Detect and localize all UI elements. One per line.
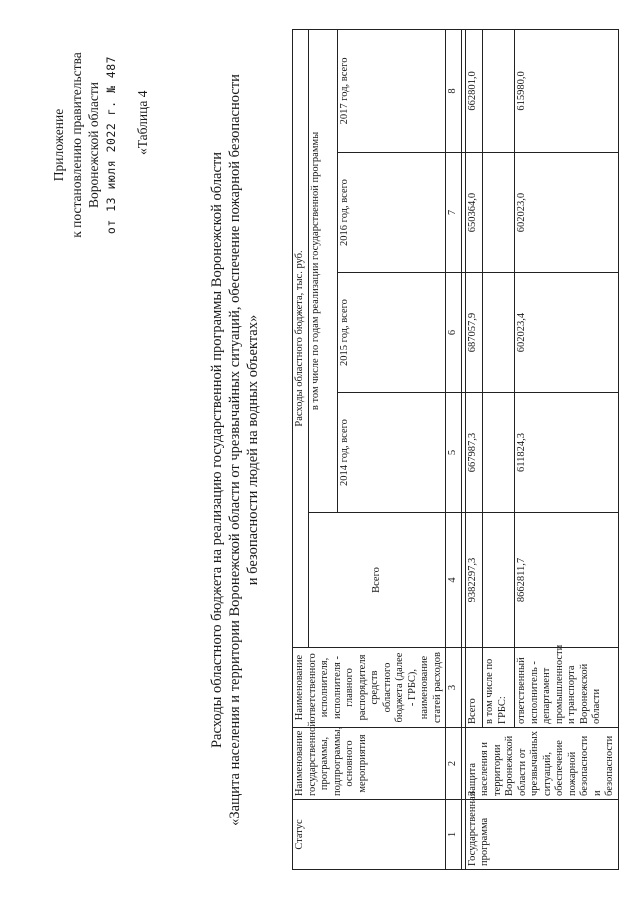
col-index-7: 7	[446, 153, 462, 273]
column-index-row	[446, 29, 462, 869]
cell-total: 8662811,7	[515, 513, 618, 648]
col-index-2: 2	[446, 728, 462, 800]
header-row-1	[293, 29, 309, 869]
header-program-name: Наименование государственной программы, подпрограммы, основного мероприятия	[293, 728, 446, 800]
row-program: Защита населения и территории Воронежской области от чрезвычайных ситуаций, обеспечение пожарной безопасности и безопасности	[465, 728, 618, 800]
col-index-8: 8	[446, 29, 462, 152]
row-status: Государственная программа	[465, 800, 618, 870]
row-label-grbs: в том числе по ГРБС:	[483, 648, 515, 728]
approval-line-appendix: Приложение	[51, 108, 66, 182]
header-year-2016: 2016 год, всего	[338, 153, 446, 273]
col-index-6: 6	[446, 273, 462, 393]
cell-total: 9382297,3	[465, 513, 483, 648]
cell-2016: 602023,0	[515, 153, 618, 273]
approval-line-decree: к постановлению правительства	[68, 52, 84, 238]
cell-2014: 611824,3	[515, 393, 618, 513]
title-line-2: «Защита населения и территории Воронежской области от чрезвычайных ситуаций, обеспечение пожарной безопасности	[227, 74, 243, 826]
col-index-5: 5	[446, 393, 462, 513]
document-title	[208, 30, 262, 870]
header-year-2017: 2017 год, всего	[338, 29, 446, 152]
header-total: Всего	[308, 513, 446, 648]
budget-table	[292, 29, 619, 870]
table-label: «Таблица 4	[135, 90, 150, 155]
row-label-total: Всего	[465, 648, 483, 728]
approval-line-region: Воронежской области	[86, 82, 101, 208]
cell-2017: 615980,0	[515, 29, 618, 152]
cell-2014: 667987,3	[465, 393, 483, 513]
table-row	[465, 29, 483, 869]
header-expenses: Расходы областного бюджета, тыс. руб.	[293, 29, 309, 647]
title-line-1: Расходы областного бюджета на реализацию государственной программы Воронежской области	[209, 151, 225, 749]
cell-2015: 687057,9	[465, 273, 483, 393]
col-index-3: 3	[446, 648, 462, 728]
approval-block	[50, 30, 120, 260]
cell-2017: 662801,0	[465, 29, 483, 152]
header-year-2014: 2014 год, всего	[338, 393, 446, 513]
cell-2015: 602023,4	[515, 273, 618, 393]
row-label-executor: ответственный исполнитель - департамент промышленности и транспорта Воронежской области	[515, 648, 618, 728]
title-line-3: и безопасности людей на водных объектах»	[245, 314, 261, 586]
header-status: Статус	[293, 800, 446, 870]
col-index-1: 1	[446, 800, 462, 870]
header-executor-name: Наименование ответственного исполнителя, исполнителя - главного распорядителя средств областного бюджета (далее - ГРБС), наименование статей расходов	[293, 648, 446, 728]
approval-date: от 13 июля 2022 г. № 487	[103, 55, 118, 235]
header-by-years: в том числе по годам реализации государственной программы	[308, 29, 338, 512]
header-year-2015: 2015 год, всего	[338, 273, 446, 393]
col-index-4: 4	[446, 513, 462, 648]
cell-2016: 650364,0	[465, 153, 483, 273]
